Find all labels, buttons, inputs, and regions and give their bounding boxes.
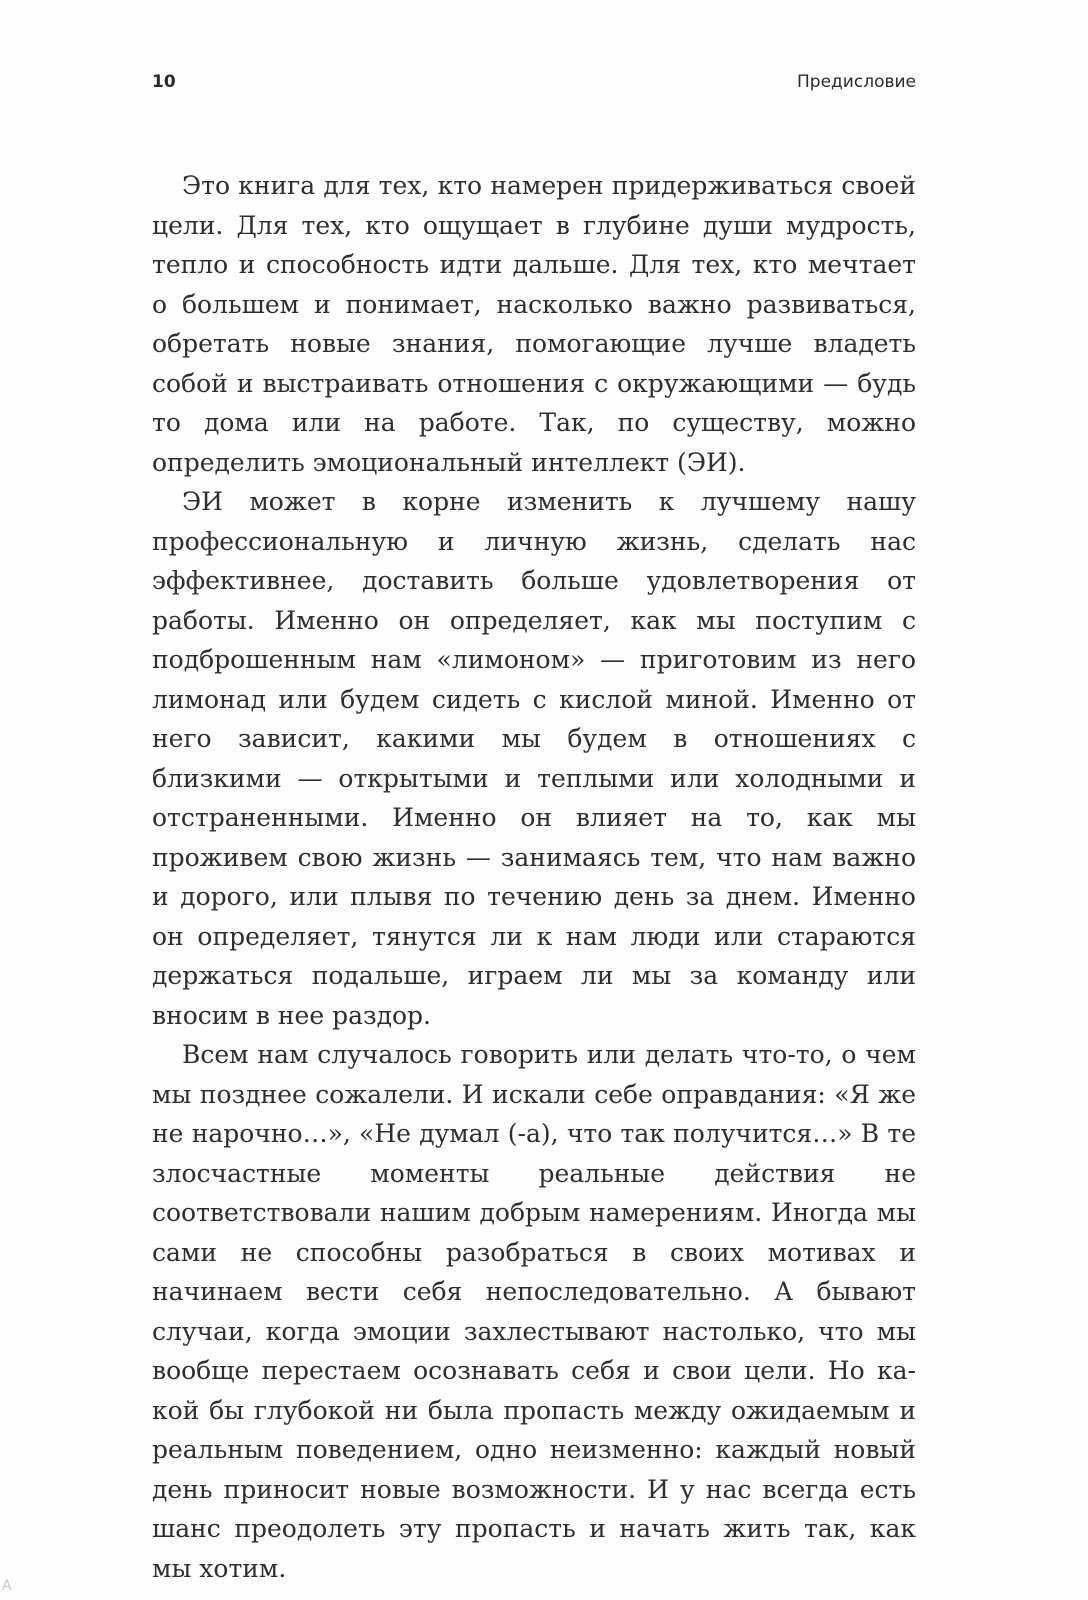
section-title: Предисловие (797, 72, 916, 92)
body-text (152, 166, 916, 1588)
paragraph: Всем нам случалось говорить или делать что-то, о чем мы позднее сожалели. И искали себе оправдания: «Я же не нарочно…», «Не думал (-а), что так получится…» В те злосчастные моменты реальные действия не соответствовали нашим добрым намерениям. Иногда мы сами не способны разобраться в своих мотивах и начинаем вести себя непоследовательно. А бывают случаи, когда эмоции захлестывают настолько, что мы вообще перестаем осознавать себя и свои цели. Но какой бы глубокой ни была пропасть между ожидаемым и реальным поведением, одно неизменно: каждый новый день приносит новые возможности. И у нас всегда есть шанс преодолеть эту пропасть и начать жить так, как мы хотим. (152, 1040, 916, 1583)
paragraph: Это книга для тех, кто намерен придерживаться своей цели. Для тех, кто ощущает в глубине души мудрость, тепло и способность идти дальше. Для тех, кто мечтает о большем и понимает, насколько важно развиваться, обретать новые знания, помогающие лучше владеть собой и выстраивать отношения с окружающими — будь то дома или на работе. Так, по существу, можно определить эмоциональный интеллект (ЭИ). (152, 171, 916, 477)
page-number: 10 (152, 72, 176, 92)
paragraph: ЭИ может в корне изменить к лучшему нашу профессиональную и личную жизнь, сделать нас эффективнее, доставить больше удовлетворения от работы. Именно он определяет, как мы поступим с подброшенным нам «лимоном» — приготовим из него лимонад или будем сидеть с кислой миной. Именно от него зависит, какими мы будем в отношениях с близкими — открытыми и теплыми или холодными и отстраненными. Именно он влияет на то, как мы проживем свою жизнь — занимаясь тем, что нам важно и дорого, или плывя по течению день за днем. Именно он определяет, тянутся ли к нам люди или стараются держаться подальше, играем ли мы за команду или вносим в нее раздор. (152, 487, 916, 1030)
corner-mark: А (2, 1578, 12, 1594)
running-head (152, 72, 916, 102)
